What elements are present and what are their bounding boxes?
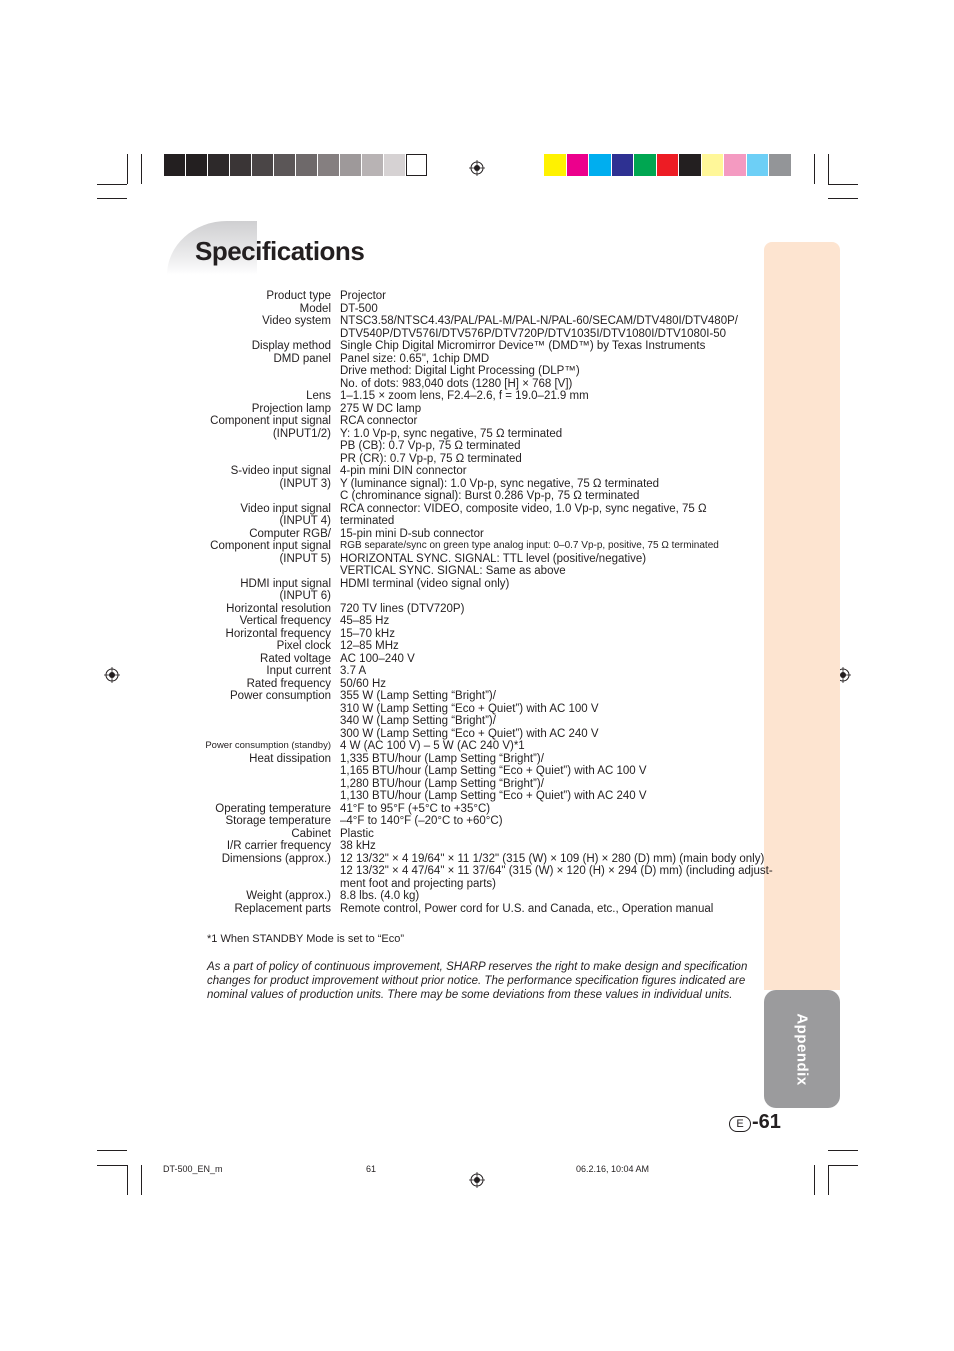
color-swatch	[274, 154, 295, 176]
spec-value: Y (luminance signal): 1.0 Vp-p, sync negative, 75 Ω terminated	[340, 477, 660, 490]
spec-row	[0, 690, 954, 703]
spec-row	[0, 865, 954, 878]
spec-label: Component input signal	[210, 415, 331, 427]
spec-row	[0, 628, 954, 641]
spec-label: Cabinet	[291, 827, 331, 840]
spec-label: (INPUT 6)	[279, 590, 331, 602]
spec-value: Drive method: Digital Light Processing (DLP™)	[340, 365, 580, 377]
spec-label: S-video input signal	[230, 465, 331, 477]
spec-label: (INPUT 4)	[279, 515, 331, 527]
spec-value: 38 kHz	[340, 840, 376, 852]
spec-label: Product type	[266, 290, 331, 302]
spec-row	[0, 728, 954, 741]
spec-value: ment foot and projecting parts)	[340, 877, 496, 890]
color-swatch	[567, 154, 589, 176]
spec-row	[0, 428, 954, 441]
spec-label: Power consumption (standby)	[205, 740, 331, 751]
color-swatch	[318, 154, 339, 176]
color-swatch	[252, 154, 273, 176]
crop-mark	[828, 1165, 858, 1166]
spec-row	[0, 878, 954, 891]
spec-row	[0, 665, 954, 678]
spec-row	[0, 465, 954, 478]
spec-row	[0, 840, 954, 853]
spec-row	[0, 853, 954, 866]
spec-value: 12–85 MHz	[340, 640, 399, 652]
appendix-tab-label: Appendix	[793, 1012, 811, 1086]
spec-label: Heat dissipation	[249, 752, 331, 765]
spec-value: 15-pin mini D-sub connector	[340, 527, 484, 540]
spec-label: Replacement parts	[234, 902, 331, 915]
spec-table	[0, 290, 954, 915]
spec-row	[0, 453, 954, 466]
color-swatch	[164, 154, 185, 176]
appendix-tab-label-wrap	[764, 990, 840, 1108]
spec-value: 45–85 Hz	[340, 615, 390, 627]
crop-mark	[828, 198, 858, 199]
spec-value: 300 W (Lamp Setting “Eco + Quiet”) with AC 240 V	[340, 727, 599, 740]
crop-mark	[828, 1150, 858, 1151]
spec-value: HORIZONTAL SYNC. SIGNAL: TTL level (positive/negative)	[340, 552, 647, 565]
spec-label: Rated frequency	[246, 677, 331, 690]
spec-label: Horizontal resolution	[226, 602, 331, 615]
spec-row	[0, 303, 954, 316]
footnote: *1 When STANDBY Mode is set to “Eco”	[207, 933, 405, 945]
spec-value: 41°F to 95°F (+5°C to +35°C)	[340, 802, 491, 815]
spec-value: 8.8 lbs. (4.0 kg)	[340, 890, 420, 902]
spec-value: HDMI terminal (video signal only)	[340, 577, 510, 590]
spec-row	[0, 678, 954, 691]
spec-row	[0, 540, 954, 553]
crop-mark	[814, 154, 815, 184]
spec-row	[0, 753, 954, 766]
color-swatch	[340, 154, 361, 176]
spec-row	[0, 478, 954, 491]
spec-label: DMD panel	[273, 352, 331, 365]
spec-value: DTV540P/DTV576I/DTV576P/DTV720P/DTV1035I/DTV1080I/DTV1080I-50	[340, 327, 727, 340]
spec-value: terminated	[340, 515, 395, 527]
spec-value: 15–70 kHz	[340, 627, 395, 640]
spec-value: 1,335 BTU/hour (Lamp Setting “Bright”)/	[340, 752, 544, 765]
spec-label: Projection lamp	[251, 402, 331, 415]
footer-page: 61	[366, 1164, 377, 1174]
spec-label: Weight (approx.)	[246, 890, 331, 902]
spec-label: Lens	[306, 390, 331, 402]
color-swatch	[769, 154, 791, 176]
color-swatch	[384, 154, 405, 176]
color-swatch	[702, 154, 724, 176]
spec-value: 355 W (Lamp Setting “Bright”)/	[340, 690, 496, 702]
spec-value: 12 13/32" × 4 19/64" × 11 1/32" (315 (W) × 109 (H) × 280 (D) mm) (main body only)	[340, 852, 765, 865]
crop-mark	[97, 198, 127, 199]
crop-mark	[828, 1165, 829, 1195]
crop-mark	[814, 1165, 815, 1195]
spec-label: HDMI input signal	[240, 577, 331, 590]
spec-value: 12 13/32" × 4 47/64" × 11 37/64" (315 (W) × 120 (H) × 294 (D) mm) (including adjust-	[340, 865, 773, 877]
spec-row	[0, 765, 954, 778]
spec-value: 1,165 BTU/hour (Lamp Setting “Eco + Quiet”) with AC 100 V	[340, 765, 647, 777]
spec-row	[0, 828, 954, 841]
crop-mark	[127, 1165, 128, 1195]
spec-row	[0, 553, 954, 566]
spec-row	[0, 640, 954, 653]
spec-value: RGB separate/sync on green type analog input: 0–0.7 Vp-p, positive, 75 Ω terminated	[340, 540, 719, 551]
spec-value: Y: 1.0 Vp-p, sync negative, 75 Ω terminated	[340, 427, 563, 440]
registration-mark-icon	[469, 160, 485, 176]
spec-value: RCA connector	[340, 415, 418, 427]
spec-row	[0, 315, 954, 328]
spec-row	[0, 715, 954, 728]
spec-row	[0, 515, 954, 528]
spec-row	[0, 603, 954, 616]
spec-value: Plastic	[340, 827, 374, 840]
spec-row	[0, 490, 954, 503]
spec-row	[0, 803, 954, 816]
footer-file: DT-500_EN_m	[163, 1164, 223, 1174]
spec-row	[0, 415, 954, 428]
spec-value: 275 W DC lamp	[340, 402, 422, 415]
disclaimer: As a part of policy of continuous improvement, SHARP reserves the right to make design and specification changes for product improvement without prior notice. The performance specification figures indicated are nominal values of production units. There may be some deviations from these values in individual units.	[207, 961, 748, 1001]
spec-value: RCA connector: VIDEO, composite video, 1.0 Vp-p, sync negative, 75 Ω	[340, 502, 707, 515]
spec-row	[0, 390, 954, 403]
color-swatch	[296, 154, 317, 176]
spec-value: Projector	[340, 290, 387, 302]
spec-value: Panel size: 0.65", 1chip DMD	[340, 352, 490, 365]
color-swatch	[589, 154, 611, 176]
spec-label: (INPUT1/2)	[272, 427, 331, 440]
color-swatch	[657, 154, 679, 176]
spec-value: No. of dots: 983,040 dots (1280 [H] × 768 [V])	[340, 377, 573, 390]
spec-label: Computer RGB/	[249, 527, 331, 540]
spec-row	[0, 365, 954, 378]
spec-label: Storage temperature	[225, 815, 331, 827]
spec-label: Horizontal frequency	[225, 627, 331, 640]
spec-value: 3.7 A	[340, 665, 367, 677]
crop-mark	[97, 184, 127, 185]
spec-value: Single Chip Digital Micromirror Device™ (DMD™) by Texas Instruments	[340, 340, 706, 352]
spec-row	[0, 290, 954, 303]
crop-mark	[97, 1165, 127, 1166]
spec-value: 1–1.15 × zoom lens, F2.4–2.6, f = 19.0–21.9 mm	[340, 390, 589, 402]
spec-label: Component input signal	[210, 540, 331, 552]
spec-label: Video input signal	[240, 502, 331, 515]
page-title: Specifications	[195, 236, 365, 266]
spec-label: Pixel clock	[276, 640, 331, 652]
spec-value: Remote control, Power cord for U.S. and Canada, etc., Operation manual	[340, 902, 714, 915]
color-swatch	[208, 154, 229, 176]
spec-row	[0, 778, 954, 791]
spec-label: Dimensions (approx.)	[221, 852, 331, 865]
spec-row	[0, 403, 954, 416]
spec-label: (INPUT 3)	[279, 477, 331, 490]
spec-label: Model	[299, 302, 331, 315]
spec-value: PR (CR): 0.7 Vp-p, 75 Ω terminated	[340, 452, 522, 465]
registration-mark-icon	[469, 1172, 485, 1188]
page-language-badge: E	[729, 1116, 751, 1132]
spec-value: –4°F to 140°F (–20°C to +60°C)	[340, 815, 503, 827]
spec-value: 4 W (AC 100 V) – 5 W (AC 240 V)*1	[340, 740, 525, 752]
spec-row	[0, 353, 954, 366]
spec-row	[0, 440, 954, 453]
crop-mark	[828, 184, 858, 185]
spec-label: Operating temperature	[215, 802, 331, 815]
spec-row	[0, 328, 954, 341]
color-swatch	[634, 154, 656, 176]
spec-label: (INPUT 5)	[279, 552, 331, 565]
spec-value: DT-500	[340, 302, 378, 315]
spec-label: Vertical frequency	[239, 615, 331, 627]
spec-value: 50/60 Hz	[340, 677, 387, 690]
spec-row	[0, 815, 954, 828]
spec-row	[0, 740, 954, 753]
spec-row	[0, 503, 954, 516]
color-swatch	[186, 154, 207, 176]
spec-value: 1,280 BTU/hour (Lamp Setting “Bright”)/	[340, 777, 544, 790]
spec-row	[0, 578, 954, 591]
spec-value: C (chrominance signal): Burst 0.286 Vp-p, 75 Ω terminated	[340, 490, 640, 502]
spec-value: NTSC3.58/NTSC4.43/PAL/PAL-M/PAL-N/PAL-60/SECAM/DTV480I/DTV480P/	[340, 315, 738, 327]
crop-mark	[127, 154, 128, 184]
crop-mark	[141, 154, 142, 184]
color-swatch	[230, 154, 251, 176]
spec-value: VERTICAL SYNC. SIGNAL: Same as above	[340, 565, 566, 577]
spec-value: 340 W (Lamp Setting “Bright”)/	[340, 715, 496, 727]
spec-row	[0, 703, 954, 716]
spec-row	[0, 790, 954, 803]
spec-value: 310 W (Lamp Setting “Eco + Quiet”) with AC 100 V	[340, 702, 599, 715]
spec-row	[0, 528, 954, 541]
color-swatch	[679, 154, 701, 176]
color-swatch	[612, 154, 634, 176]
spec-value: PB (CB): 0.7 Vp-p, 75 Ω terminated	[340, 440, 521, 452]
spec-label: Input current	[266, 665, 331, 677]
spec-label: Display method	[251, 340, 331, 352]
spec-label: Video system	[262, 315, 331, 327]
color-swatch	[406, 154, 427, 176]
spec-value: 1,130 BTU/hour (Lamp Setting “Eco + Quiet”) with AC 240 V	[340, 790, 647, 802]
crop-mark	[141, 1165, 142, 1195]
color-swatch	[362, 154, 383, 176]
spec-row	[0, 653, 954, 666]
color-swatch	[544, 154, 566, 176]
spec-value: AC 100–240 V	[340, 652, 415, 665]
spec-row	[0, 890, 954, 903]
crop-mark	[97, 1150, 127, 1151]
spec-row	[0, 378, 954, 391]
page-number: -61	[752, 1111, 781, 1133]
spec-label: I/R carrier frequency	[226, 840, 331, 852]
footer-datetime: 06.2.16, 10:04 AM	[576, 1164, 650, 1174]
color-swatch	[724, 154, 746, 176]
crop-mark	[828, 154, 829, 184]
spec-label: Power consumption	[230, 690, 331, 702]
spec-row	[0, 590, 954, 603]
spec-row	[0, 340, 954, 353]
spec-row	[0, 615, 954, 628]
spec-value: 720 TV lines (DTV720P)	[340, 602, 465, 615]
color-swatch	[747, 154, 769, 176]
spec-value: 4-pin mini DIN connector	[340, 465, 467, 477]
spec-row	[0, 565, 954, 578]
spec-label: Rated voltage	[260, 652, 331, 665]
spec-row	[0, 903, 954, 916]
